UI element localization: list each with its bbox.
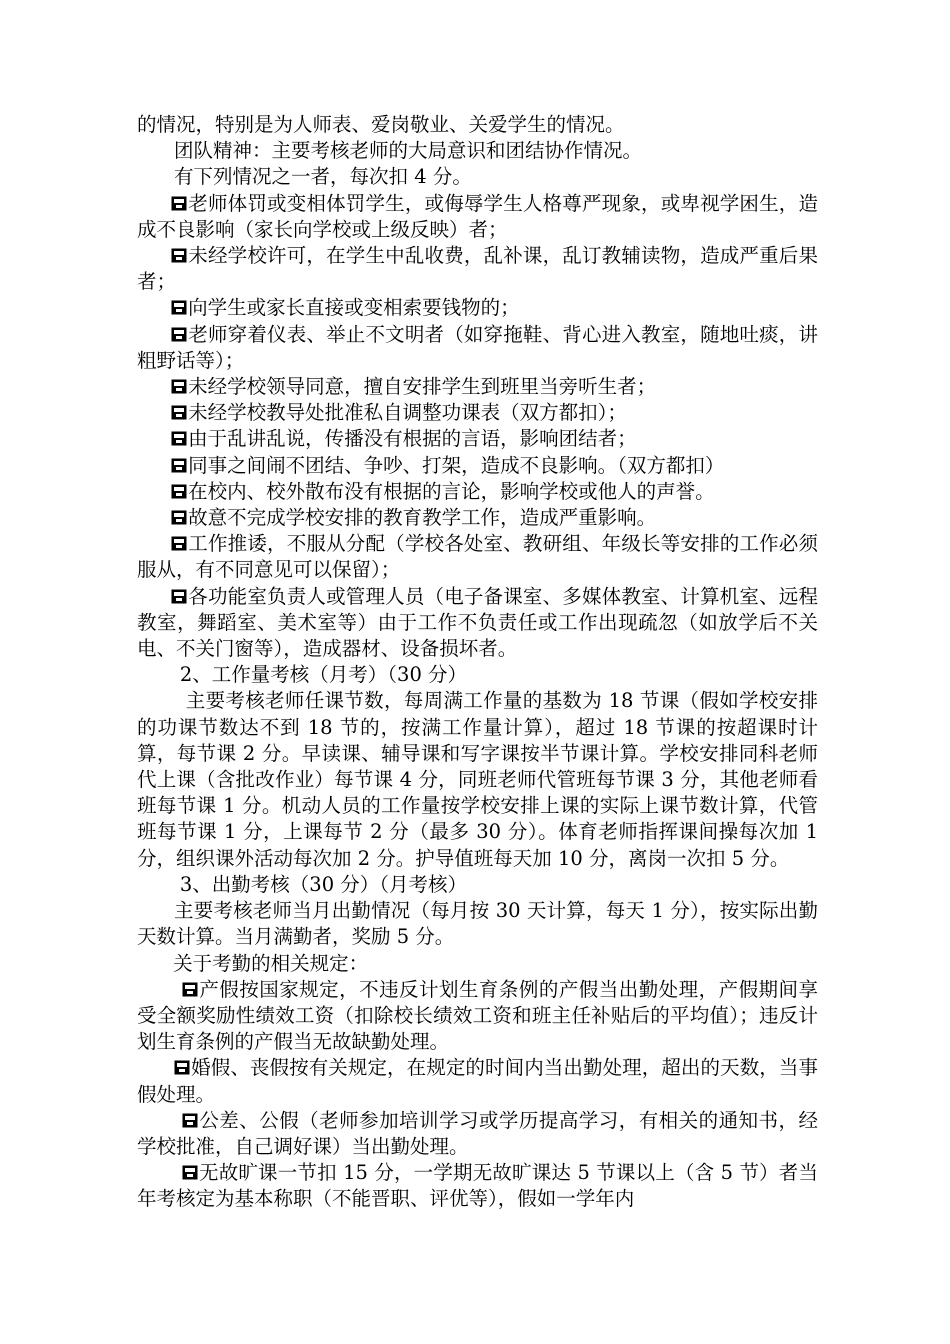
paragraph <box>137 951 818 977</box>
bullet-text: 无故旷课一节扣 15 分，一学期无故旷课达 5 节课以上（含 5 节）者当年考核定为基本称职（不能晋职、评优等），假如一学年内 <box>137 1161 818 1211</box>
checkbox-bullet-icon <box>171 589 187 604</box>
checkbox-bullet-icon <box>171 379 187 394</box>
bullet-text: 老师穿着仪表、举止不文明者（如穿拖鞋、背心进入教室，随地吐痰，讲粗野话等）； <box>137 322 818 372</box>
checkbox-bullet-icon <box>171 536 187 551</box>
paragraph <box>137 688 818 871</box>
checkbox-bullet-icon <box>182 982 198 997</box>
bullet-text: 向学生或家长直接或变相索要钱物的； <box>188 296 520 320</box>
bullet-text: 各功能室负责人或管理人员（电子备课室、多媒体教室、计算机室、远程教室，舞蹈室、美术室等）由于工作不负责任或工作出现疏忽（如放学后不关电、不关门窗等），造成器材、设备损坏者。 <box>137 584 818 661</box>
bullet-item <box>137 243 818 295</box>
bullet-text: 未经学校许可，在学生中乱收费，乱补课，乱订教辅读物，造成严重后果者； <box>137 244 818 294</box>
paragraph-text: 主要考核老师任课节数，每周满工作量的基数为 18 节课（假如学校安排的功课节数达不到 18 节的，按满工作量计算），超过 18 节课的按超课时计算，每节课 2 分。早读课、辅导课和写字课按半节课计算。学校安排同科老师代上课（含批改作业）每节课 4 分，同班老师代管班每节课 3 分，其他老师看班每节课 1 分。机动人员的工作量按学校安排上课的实际上课节数计算，代管班每节课 1 分，上课每节 2 分（最多 30 分）。体育老师指挥课间操每次加 1 分，组织课外活动每次加 2 分。护导值班每天加 10 分，离岗一次扣 5 分。 <box>137 689 818 870</box>
bullet-item <box>137 505 818 531</box>
document-body <box>137 112 818 1213</box>
bullet-text: 故意不完成学校安排的教育教学工作，造成严重影响。 <box>188 506 657 530</box>
paragraph-text: 关于考勤的相关规定： <box>173 951 369 975</box>
bullet-text: 产假按国家规定，不违反计划生育条例的产假当出勤处理，产假期间享受全额奖励性绩效工资（扣除校长绩效工资和班主任补贴后的平均值）；违反计划生育条例的产假当无故缺勤处理。 <box>137 977 818 1054</box>
bullet-item <box>137 322 818 374</box>
bullet-text: 同事之间闹不团结、争吵、打架，造成不良影响。（双方都扣） <box>188 453 725 477</box>
bullet-item <box>137 479 818 505</box>
bullet-text: 婚假、丧假按有关规定，在规定的时间内当出勤处理，超出的天数，当事假处理。 <box>137 1056 818 1106</box>
checkbox-bullet-icon <box>174 1060 190 1075</box>
paragraph-text: 有下列情况之一者，每次扣 4 分。 <box>174 165 472 189</box>
checkbox-bullet-icon <box>171 431 187 446</box>
checkbox-bullet-icon <box>182 1165 198 1180</box>
checkbox-bullet-icon <box>182 1113 198 1128</box>
bullet-item <box>137 374 818 400</box>
bullet-item <box>137 453 818 479</box>
bullet-item <box>137 977 818 1056</box>
section-heading <box>137 872 818 898</box>
checkbox-bullet-icon <box>171 405 187 420</box>
bullet-text: 工作推诿，不服从分配（学校各处室、教研组、年级长等安排的工作必须服从，有不同意见可以保留）； <box>137 532 818 582</box>
checkbox-bullet-icon <box>171 196 187 211</box>
bullet-text: 老师体罚或变相体罚学生，或侮辱学生人格尊严现象，或卑视学困生，造成不良影响（家长向学校或上级反映）者； <box>137 191 818 241</box>
bullet-item <box>137 584 818 663</box>
paragraph <box>137 138 818 164</box>
paragraph <box>137 164 818 190</box>
bullet-item <box>137 400 818 426</box>
bullet-item <box>137 426 818 452</box>
section-heading-text: 2、工作量考核（月考）（30 分） <box>179 663 468 687</box>
bullet-item <box>137 531 818 583</box>
section-heading-text: 3、出勤考核（30 分）（月考核） <box>179 872 468 896</box>
bullet-item <box>137 1160 818 1212</box>
paragraph <box>137 898 818 950</box>
bullet-item <box>137 191 818 243</box>
bullet-item <box>137 295 818 321</box>
section-heading <box>137 662 818 688</box>
bullet-text: 未经学校教导处批准私自调整功课表（双方都扣）； <box>188 401 627 425</box>
bullet-item <box>137 1055 818 1107</box>
checkbox-bullet-icon <box>171 510 187 525</box>
checkbox-bullet-icon <box>171 484 187 499</box>
paragraph-text: 团队精神：主要考核老师的大局意识和团结协作情况。 <box>174 139 643 163</box>
bullet-text: 在校内、校外散布没有根据的言论，影响学校或他人的声誉。 <box>188 479 715 503</box>
checkbox-bullet-icon <box>171 248 187 263</box>
paragraph-text: 的情况，特别是为人师表、爱岗敬业、关爱学生的情况。 <box>137 113 625 136</box>
bullet-text: 公差、公假（老师参加培训学习或学历提高学习，有相关的通知书，经学校批准，自己调好课）当出勤处理。 <box>137 1108 818 1158</box>
bullet-text: 未经学校领导同意，擅自安排学生到班里当旁听生者； <box>188 375 657 399</box>
paragraph-text: 主要考核老师当月出勤情况（每月按 30 天计算，每天 1 分），按实际出勤天数计算。当月满勤者，奖励 5 分。 <box>137 899 818 949</box>
bullet-item <box>137 1108 818 1160</box>
checkbox-bullet-icon <box>171 458 187 473</box>
bullet-text: 由于乱讲乱说，传播没有根据的言语，影响团结者； <box>188 427 637 451</box>
checkbox-bullet-icon <box>171 300 187 315</box>
checkbox-bullet-icon <box>171 327 187 342</box>
paragraph <box>137 112 818 138</box>
